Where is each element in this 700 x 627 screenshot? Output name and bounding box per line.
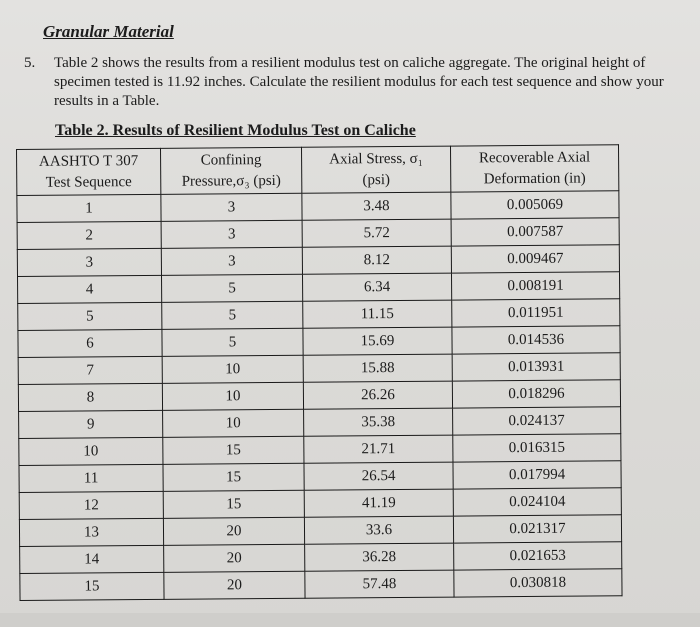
- cell-axial-stress: 33.6: [304, 516, 453, 544]
- cell-test-sequence: 6: [18, 329, 162, 357]
- cell-test-sequence: 9: [19, 410, 163, 438]
- cell-confining-pressure: 20: [164, 571, 305, 599]
- header-confining-pressure: Confining Pressure,σ₃ (psi): [160, 147, 301, 194]
- cell-recoverable-deformation: 0.013931: [452, 353, 620, 381]
- header-recoverable-deformation: Recoverable Axial Deformation (in): [450, 145, 618, 192]
- cell-recoverable-deformation: 0.024104: [453, 488, 621, 516]
- header-test-sequence: AASHTO T 307 Test Sequence: [17, 148, 161, 195]
- problem-number: 5.: [24, 55, 36, 71]
- cell-axial-stress: 15.69: [303, 327, 452, 355]
- cell-axial-stress: 11.15: [303, 300, 452, 328]
- cell-confining-pressure: 10: [162, 382, 303, 410]
- table-header-row: [17, 145, 619, 196]
- cell-axial-stress: 26.26: [303, 381, 452, 409]
- cell-confining-pressure: 15: [163, 490, 304, 518]
- cell-test-sequence: 7: [18, 356, 162, 384]
- problem-text: Table 2 shows the results from a resilient modulus test on caliche aggregate. The original height of specimen tested is 11.92 inches. Calculate the resilient modulus for each test sequence and show your results in a Table.: [54, 55, 664, 109]
- cell-recoverable-deformation: 0.009467: [451, 245, 619, 273]
- table-body: [17, 191, 622, 601]
- cell-axial-stress: 8.12: [302, 246, 451, 274]
- cell-test-sequence: 5: [18, 302, 162, 330]
- cell-recoverable-deformation: 0.014536: [452, 326, 620, 354]
- cell-test-sequence: 4: [18, 275, 162, 303]
- cell-axial-stress: 26.54: [304, 462, 453, 490]
- cell-axial-stress: 15.88: [303, 354, 452, 382]
- cell-axial-stress: 21.71: [304, 435, 453, 463]
- cell-test-sequence: 3: [17, 248, 161, 276]
- cell-test-sequence: 11: [19, 464, 163, 492]
- cell-confining-pressure: 5: [162, 301, 303, 329]
- cell-confining-pressure: 5: [161, 274, 302, 302]
- cell-test-sequence: 10: [19, 437, 163, 465]
- header-axial-stress: Axial Stress, σ₁ (psi): [301, 146, 450, 193]
- cell-axial-stress: 5.72: [302, 219, 451, 247]
- cell-test-sequence: 1: [17, 194, 161, 222]
- cell-confining-pressure: 10: [162, 355, 303, 383]
- cell-confining-pressure: 20: [163, 517, 304, 545]
- cell-recoverable-deformation: 0.021317: [453, 515, 621, 543]
- problem-statement: [24, 54, 694, 111]
- cell-axial-stress: 57.48: [305, 570, 454, 598]
- cell-confining-pressure: 20: [164, 544, 305, 572]
- cell-confining-pressure: 5: [162, 328, 303, 356]
- cell-test-sequence: 8: [18, 383, 162, 411]
- table-caption: Table 2. Results of Resilient Modulus Test on Caliche: [55, 122, 416, 139]
- cell-confining-pressure: 3: [161, 193, 302, 221]
- cell-axial-stress: 36.28: [305, 543, 454, 571]
- page-bottom-edge: [0, 613, 700, 627]
- cell-recoverable-deformation: 0.030818: [454, 569, 622, 597]
- cell-recoverable-deformation: 0.007587: [451, 218, 619, 246]
- cell-confining-pressure: 3: [161, 247, 302, 275]
- cell-test-sequence: 2: [17, 221, 161, 249]
- cell-confining-pressure: 15: [163, 463, 304, 491]
- cell-recoverable-deformation: 0.024137: [453, 407, 621, 435]
- cell-recoverable-deformation: 0.017994: [453, 461, 621, 489]
- section-title: Granular Material: [43, 22, 174, 41]
- cell-axial-stress: 41.19: [304, 489, 453, 517]
- cell-test-sequence: 14: [20, 545, 164, 573]
- table-row: [20, 569, 622, 601]
- cell-axial-stress: 6.34: [302, 273, 451, 301]
- cell-recoverable-deformation: 0.016315: [453, 434, 621, 462]
- cell-recoverable-deformation: 0.011951: [452, 299, 620, 327]
- cell-axial-stress: 35.38: [304, 408, 453, 436]
- cell-test-sequence: 12: [19, 491, 163, 519]
- results-table: [16, 144, 623, 601]
- cell-confining-pressure: 3: [161, 220, 302, 248]
- cell-recoverable-deformation: 0.008191: [451, 272, 619, 300]
- cell-confining-pressure: 10: [163, 409, 304, 437]
- cell-recoverable-deformation: 0.021653: [454, 542, 622, 570]
- cell-test-sequence: 13: [19, 518, 163, 546]
- cell-test-sequence: 15: [20, 572, 164, 600]
- cell-axial-stress: 3.48: [302, 192, 451, 220]
- cell-recoverable-deformation: 0.018296: [452, 380, 620, 408]
- cell-recoverable-deformation: 0.005069: [451, 191, 619, 219]
- cell-confining-pressure: 15: [163, 436, 304, 464]
